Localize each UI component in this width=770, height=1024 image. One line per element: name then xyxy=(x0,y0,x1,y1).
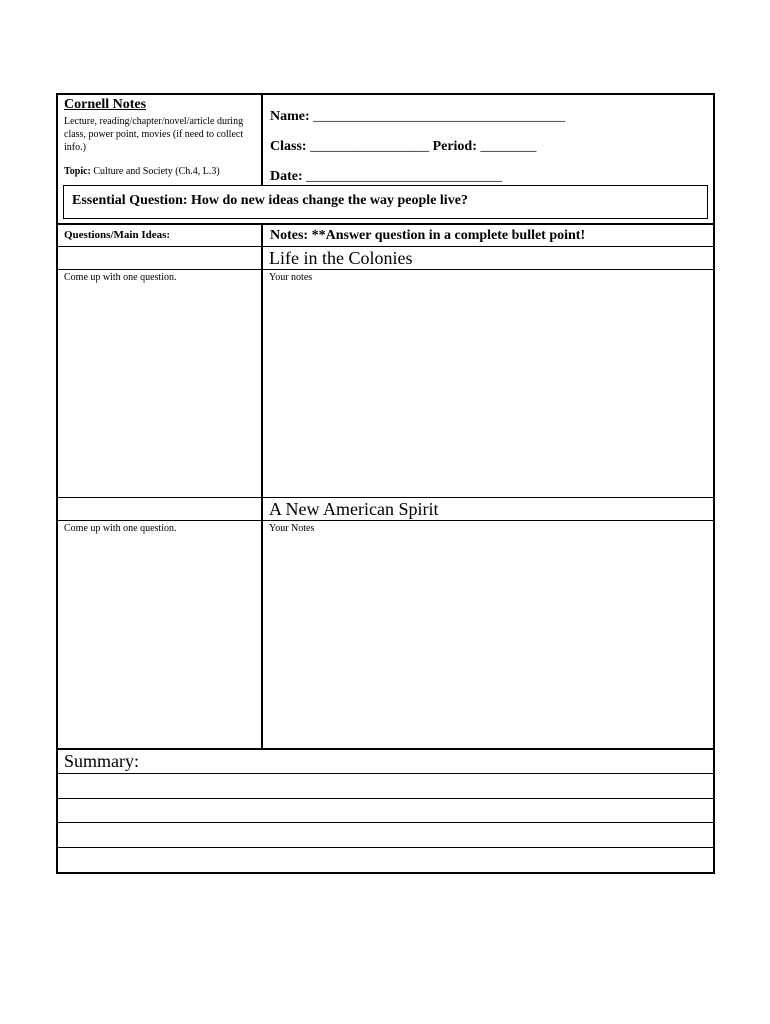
section2-notes-prompt[interactable]: Your Notes xyxy=(269,523,315,534)
period-label: Period: xyxy=(432,139,477,154)
class-period-field[interactable] xyxy=(270,139,536,155)
name-field[interactable] xyxy=(270,109,565,125)
section1-title: Life in the Colonies xyxy=(269,248,413,268)
questions-header: Questions/Main Ideas: xyxy=(64,229,171,241)
date-field[interactable] xyxy=(270,169,502,185)
section1-question-prompt[interactable]: Come up with one question. xyxy=(64,272,177,283)
period-blank[interactable]: ________ xyxy=(480,139,537,154)
worksheet-description: Lecture, reading/chapter/novel/article during class, power point, movies (if need to collect info.) xyxy=(64,116,244,153)
name-blank[interactable]: ____________________________________ xyxy=(313,109,566,124)
topic-value: Culture and Society (Ch.4, L.3) xyxy=(93,166,220,177)
section1-notes-prompt[interactable]: Your notes xyxy=(269,272,313,283)
name-label: Name: xyxy=(270,109,310,124)
section1-top-line xyxy=(58,246,713,247)
date-label: Date: xyxy=(270,169,303,184)
topic-label: Topic: xyxy=(64,166,91,177)
summary-line-3[interactable] xyxy=(58,822,713,823)
section2-title: A New American Spirit xyxy=(269,499,439,519)
column-divider xyxy=(261,223,263,748)
column-header-top xyxy=(58,223,713,225)
section2-question-prompt[interactable]: Come up with one question. xyxy=(64,523,177,534)
date-blank[interactable]: ____________________________ xyxy=(306,169,503,184)
notes-header: Notes: **Answer question in a complete bullet point! xyxy=(270,228,586,243)
section1-title-line xyxy=(58,269,713,270)
cornell-notes-frame xyxy=(56,93,715,874)
topic-line xyxy=(64,165,260,178)
header-divider xyxy=(261,95,263,190)
class-blank[interactable]: _________________ xyxy=(310,139,430,154)
section2-top-line xyxy=(58,497,713,498)
summary-label: Summary: xyxy=(64,751,139,771)
summary-top-line xyxy=(58,748,713,750)
summary-line-1[interactable] xyxy=(58,773,713,774)
summary-line-2[interactable] xyxy=(58,798,713,799)
essential-question: Essential Question: How do new ideas change the way people live? xyxy=(72,193,468,208)
summary-line-4[interactable] xyxy=(58,847,713,848)
class-label: Class: xyxy=(270,139,307,154)
worksheet-title: Cornell Notes xyxy=(64,97,147,112)
section2-title-line xyxy=(58,520,713,521)
essential-question-box xyxy=(63,185,708,219)
